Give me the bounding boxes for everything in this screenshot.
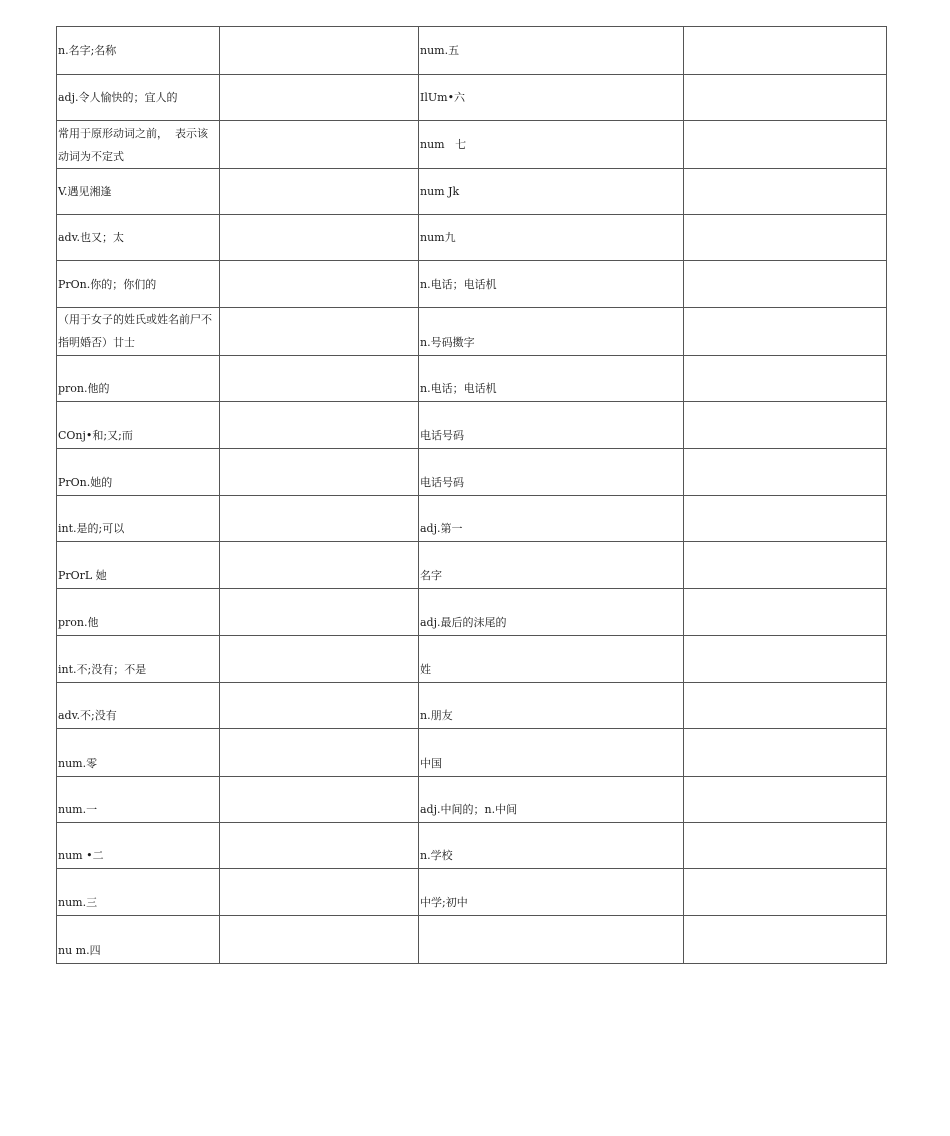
definition-cell-right: num Jk bbox=[419, 169, 684, 215]
table-row bbox=[57, 402, 887, 449]
answer-cell-left[interactable] bbox=[220, 402, 419, 449]
answer-cell-left[interactable] bbox=[220, 636, 419, 683]
definition-cell-left: int.不;没有；不是 bbox=[57, 636, 220, 683]
answer-cell-right[interactable] bbox=[684, 683, 887, 729]
table-row bbox=[57, 916, 887, 964]
answer-cell-left[interactable] bbox=[220, 916, 419, 964]
definition-cell-left: pron.他 bbox=[57, 589, 220, 636]
definition-cell-right: IlUm•六 bbox=[419, 75, 684, 121]
definition-cell-right: n.学校 bbox=[419, 823, 684, 869]
answer-cell-right[interactable] bbox=[684, 121, 887, 169]
answer-cell-left[interactable] bbox=[220, 261, 419, 308]
definition-cell-left: adv.不;没有 bbox=[57, 683, 220, 729]
vocabulary-table-body bbox=[57, 27, 887, 964]
vocabulary-table bbox=[56, 26, 887, 964]
table-row bbox=[57, 729, 887, 777]
answer-cell-left[interactable] bbox=[220, 75, 419, 121]
table-row bbox=[57, 75, 887, 121]
definition-cell-right: n.电话；电话机 bbox=[419, 261, 684, 308]
table-row bbox=[57, 542, 887, 589]
answer-cell-left[interactable] bbox=[220, 823, 419, 869]
answer-cell-right[interactable] bbox=[684, 169, 887, 215]
definition-cell-right: adj.中间的；n.中间 bbox=[419, 777, 684, 823]
table-row bbox=[57, 261, 887, 308]
definition-cell-right: adj.第一 bbox=[419, 496, 684, 542]
answer-cell-right[interactable] bbox=[684, 823, 887, 869]
definition-cell-right: n.朋友 bbox=[419, 683, 684, 729]
definition-cell-right: 电话号码 bbox=[419, 402, 684, 449]
answer-cell-left[interactable] bbox=[220, 542, 419, 589]
answer-cell-right[interactable] bbox=[684, 308, 887, 356]
answer-cell-left[interactable] bbox=[220, 777, 419, 823]
answer-cell-right[interactable] bbox=[684, 496, 887, 542]
answer-cell-left[interactable] bbox=[220, 121, 419, 169]
definition-cell-left: PrOn.她的 bbox=[57, 449, 220, 496]
table-row bbox=[57, 121, 887, 169]
definition-cell-left: num •二 bbox=[57, 823, 220, 869]
definition-cell-right: 中国 bbox=[419, 729, 684, 777]
definition-cell-right: 电话号码 bbox=[419, 449, 684, 496]
answer-cell-left[interactable] bbox=[220, 869, 419, 916]
table-row bbox=[57, 589, 887, 636]
table-row bbox=[57, 636, 887, 683]
answer-cell-left[interactable] bbox=[220, 589, 419, 636]
answer-cell-right[interactable] bbox=[684, 215, 887, 261]
definition-cell-left: nu m.四 bbox=[57, 916, 220, 964]
definition-cell-right: num.五 bbox=[419, 27, 684, 75]
table-row bbox=[57, 683, 887, 729]
answer-cell-right[interactable] bbox=[684, 449, 887, 496]
table-row bbox=[57, 308, 887, 356]
table-row bbox=[57, 169, 887, 215]
answer-cell-right[interactable] bbox=[684, 75, 887, 121]
answer-cell-right[interactable] bbox=[684, 27, 887, 75]
definition-cell-left: num.一 bbox=[57, 777, 220, 823]
definition-cell-right: 名字 bbox=[419, 542, 684, 589]
definition-cell-right: num九 bbox=[419, 215, 684, 261]
answer-cell-right[interactable] bbox=[684, 636, 887, 683]
answer-cell-left[interactable] bbox=[220, 169, 419, 215]
answer-cell-right[interactable] bbox=[684, 261, 887, 308]
definition-cell-left: V.遇见湘逢 bbox=[57, 169, 220, 215]
answer-cell-left[interactable] bbox=[220, 449, 419, 496]
answer-cell-right[interactable] bbox=[684, 589, 887, 636]
definition-cell-right: n.号码擞字 bbox=[419, 308, 684, 356]
definition-cell-left: COnj•和;又;而 bbox=[57, 402, 220, 449]
answer-cell-left[interactable] bbox=[220, 27, 419, 75]
definition-cell-left: num.零 bbox=[57, 729, 220, 777]
definition-cell-right: adj.最后的沫尾的 bbox=[419, 589, 684, 636]
answer-cell-left[interactable] bbox=[220, 683, 419, 729]
answer-cell-right[interactable] bbox=[684, 729, 887, 777]
table-row bbox=[57, 27, 887, 75]
answer-cell-right[interactable] bbox=[684, 402, 887, 449]
table-row bbox=[57, 356, 887, 402]
answer-cell-right[interactable] bbox=[684, 356, 887, 402]
definition-cell-right: n.电话；电话机 bbox=[419, 356, 684, 402]
definition-cell-right: 姓 bbox=[419, 636, 684, 683]
answer-cell-right[interactable] bbox=[684, 542, 887, 589]
table-row bbox=[57, 215, 887, 261]
definition-cell-left: pron.他的 bbox=[57, 356, 220, 402]
definition-cell-left: PrOn.你的；你们的 bbox=[57, 261, 220, 308]
definition-cell-right: 中学;初中 bbox=[419, 869, 684, 916]
answer-cell-right[interactable] bbox=[684, 777, 887, 823]
answer-cell-left[interactable] bbox=[220, 308, 419, 356]
table-row bbox=[57, 777, 887, 823]
answer-cell-left[interactable] bbox=[220, 729, 419, 777]
definition-cell-right: num 七 bbox=[419, 121, 684, 169]
answer-cell-left[interactable] bbox=[220, 215, 419, 261]
answer-cell-right[interactable] bbox=[684, 869, 887, 916]
answer-cell-left[interactable] bbox=[220, 356, 419, 402]
table-row bbox=[57, 823, 887, 869]
definition-cell-left: n.名字;名称 bbox=[57, 27, 220, 75]
definition-cell-left: （用于女子的姓氏或姓名前尸不指明婚否）廿士 bbox=[57, 308, 220, 356]
table-row bbox=[57, 449, 887, 496]
definition-cell-left: adv.也又；太 bbox=[57, 215, 220, 261]
definition-cell-left: 常用于原形动词之前， 表示该动词为不定式 bbox=[57, 121, 220, 169]
answer-cell-left[interactable] bbox=[220, 496, 419, 542]
definition-cell-left: int.是的;可以 bbox=[57, 496, 220, 542]
definition-cell-left: PrOrL 她 bbox=[57, 542, 220, 589]
table-row bbox=[57, 869, 887, 916]
answer-cell-right[interactable] bbox=[684, 916, 887, 964]
table-row bbox=[57, 496, 887, 542]
definition-cell-left: adj.令人愉快的；宜人的 bbox=[57, 75, 220, 121]
definition-cell-left: num.三 bbox=[57, 869, 220, 916]
definition-cell-right bbox=[419, 916, 684, 964]
